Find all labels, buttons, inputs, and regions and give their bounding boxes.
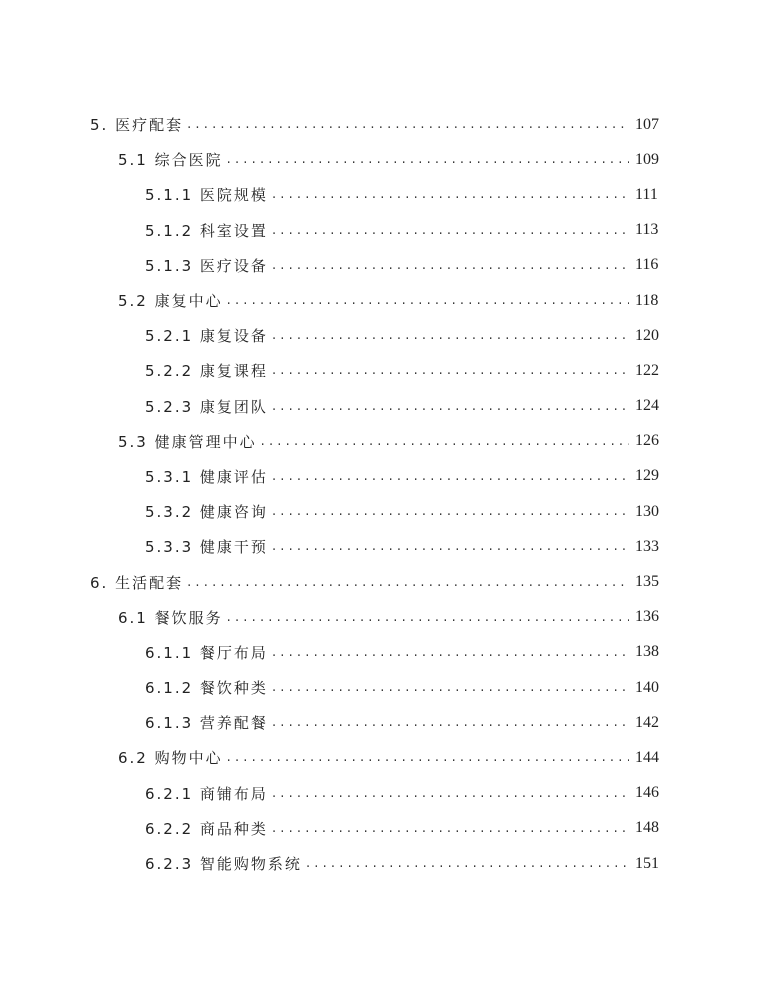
toc-entry-6-2-3[interactable] bbox=[0, 846, 765, 881]
toc-page-number: 135 bbox=[635, 573, 659, 591]
toc-leader-dots bbox=[187, 117, 629, 132]
toc-entry-label: 6. 生活配套 bbox=[90, 572, 187, 593]
toc-page-number: 146 bbox=[635, 784, 659, 802]
toc-entry-5-1-3[interactable] bbox=[0, 248, 765, 283]
toc-page-number: 144 bbox=[635, 748, 659, 766]
toc-entry-label: 5.3.3 健康干预 bbox=[145, 536, 272, 557]
toc-leader-dots bbox=[272, 539, 629, 554]
toc-entry-5[interactable] bbox=[0, 107, 765, 142]
toc-leader-dots bbox=[272, 645, 629, 660]
toc-leader-dots bbox=[261, 434, 629, 449]
toc-entry-5-2-1[interactable] bbox=[0, 318, 765, 353]
toc-entry-5-2-2[interactable] bbox=[0, 353, 765, 388]
toc-entry-label: 5.3.1 健康评估 bbox=[145, 466, 272, 487]
toc-entry-label: 5.3.2 健康咨询 bbox=[145, 501, 272, 522]
toc-leader-dots bbox=[272, 187, 629, 202]
toc-entry-label: 6.1.3 营养配餐 bbox=[145, 712, 272, 733]
toc-leader-dots bbox=[272, 786, 629, 801]
toc-entry-label: 5.2.1 康复设备 bbox=[145, 325, 272, 346]
toc-page-number: 113 bbox=[635, 221, 659, 239]
toc-entry-label: 5.1 综合医院 bbox=[118, 149, 227, 170]
toc-page-number: 142 bbox=[635, 713, 659, 731]
toc-page-number: 148 bbox=[635, 819, 659, 837]
toc-entry-5-1-1[interactable] bbox=[0, 177, 765, 212]
toc-leader-dots bbox=[227, 610, 629, 625]
table-of-contents bbox=[0, 107, 765, 881]
toc-page-number: 133 bbox=[635, 537, 659, 555]
toc-entry-5-3[interactable] bbox=[0, 424, 765, 459]
toc-leader-dots bbox=[272, 821, 629, 836]
toc-entry-6-2-2[interactable] bbox=[0, 811, 765, 846]
toc-entry-label: 5. 医疗配套 bbox=[90, 114, 187, 135]
toc-page-number: 118 bbox=[635, 291, 659, 309]
toc-entry-6-1[interactable] bbox=[0, 600, 765, 635]
toc-entry-label: 5.2 康复中心 bbox=[118, 290, 227, 311]
toc-entry-6[interactable] bbox=[0, 564, 765, 599]
toc-entry-label: 6.2.3 智能购物系统 bbox=[145, 853, 306, 874]
toc-entry-label: 6.2.2 商品种类 bbox=[145, 818, 272, 839]
toc-page-number: 109 bbox=[635, 150, 659, 168]
toc-entry-6-1-3[interactable] bbox=[0, 705, 765, 740]
toc-page-number: 151 bbox=[635, 854, 659, 872]
toc-entry-label: 6.1.1 餐厅布局 bbox=[145, 642, 272, 663]
toc-entry-6-2-1[interactable] bbox=[0, 776, 765, 811]
toc-page-number: 124 bbox=[635, 397, 659, 415]
toc-page-number: 129 bbox=[635, 467, 659, 485]
toc-leader-dots bbox=[227, 293, 629, 308]
toc-page-number: 122 bbox=[635, 361, 659, 379]
toc-leader-dots bbox=[227, 750, 629, 765]
toc-entry-6-1-1[interactable] bbox=[0, 635, 765, 670]
toc-leader-dots bbox=[272, 223, 629, 238]
toc-entry-label: 5.3 健康管理中心 bbox=[118, 431, 261, 452]
toc-leader-dots bbox=[272, 715, 629, 730]
toc-entry-5-2-3[interactable] bbox=[0, 389, 765, 424]
toc-entry-5-3-1[interactable] bbox=[0, 459, 765, 494]
toc-entry-label: 5.1.3 医疗设备 bbox=[145, 255, 272, 276]
toc-leader-dots bbox=[272, 504, 629, 519]
toc-leader-dots bbox=[272, 363, 629, 378]
toc-page-number: 116 bbox=[635, 256, 659, 274]
toc-entry-label: 5.2.2 康复课程 bbox=[145, 360, 272, 381]
toc-page-number: 111 bbox=[635, 185, 658, 203]
toc-page-number: 140 bbox=[635, 678, 659, 696]
toc-entry-label: 6.2.1 商铺布局 bbox=[145, 783, 272, 804]
toc-leader-dots bbox=[227, 152, 629, 167]
toc-entry-6-2[interactable] bbox=[0, 740, 765, 775]
toc-leader-dots bbox=[272, 469, 629, 484]
toc-leader-dots bbox=[272, 328, 629, 343]
toc-entry-label: 6.2 购物中心 bbox=[118, 747, 227, 768]
toc-page-number: 138 bbox=[635, 643, 659, 661]
toc-page-number: 126 bbox=[635, 432, 659, 450]
toc-page-number: 120 bbox=[635, 326, 659, 344]
toc-page-number: 130 bbox=[635, 502, 659, 520]
toc-page-number: 136 bbox=[635, 608, 659, 626]
toc-entry-label: 5.2.3 康复团队 bbox=[145, 396, 272, 417]
toc-entry-5-2[interactable] bbox=[0, 283, 765, 318]
toc-entry-6-1-2[interactable] bbox=[0, 670, 765, 705]
toc-entry-label: 5.1.2 科室设置 bbox=[145, 220, 272, 241]
toc-entry-5-3-3[interactable] bbox=[0, 529, 765, 564]
toc-page-number: 107 bbox=[635, 115, 659, 133]
toc-entry-5-1[interactable] bbox=[0, 142, 765, 177]
toc-entry-5-1-2[interactable] bbox=[0, 213, 765, 248]
toc-leader-dots bbox=[272, 258, 629, 273]
toc-leader-dots bbox=[187, 575, 629, 590]
toc-leader-dots bbox=[306, 856, 629, 871]
toc-entry-label: 6.1.2 餐饮种类 bbox=[145, 677, 272, 698]
toc-leader-dots bbox=[272, 399, 629, 414]
toc-entry-label: 5.1.1 医院规模 bbox=[145, 184, 272, 205]
toc-entry-label: 6.1 餐饮服务 bbox=[118, 607, 227, 628]
toc-leader-dots bbox=[272, 680, 629, 695]
toc-entry-5-3-2[interactable] bbox=[0, 494, 765, 529]
